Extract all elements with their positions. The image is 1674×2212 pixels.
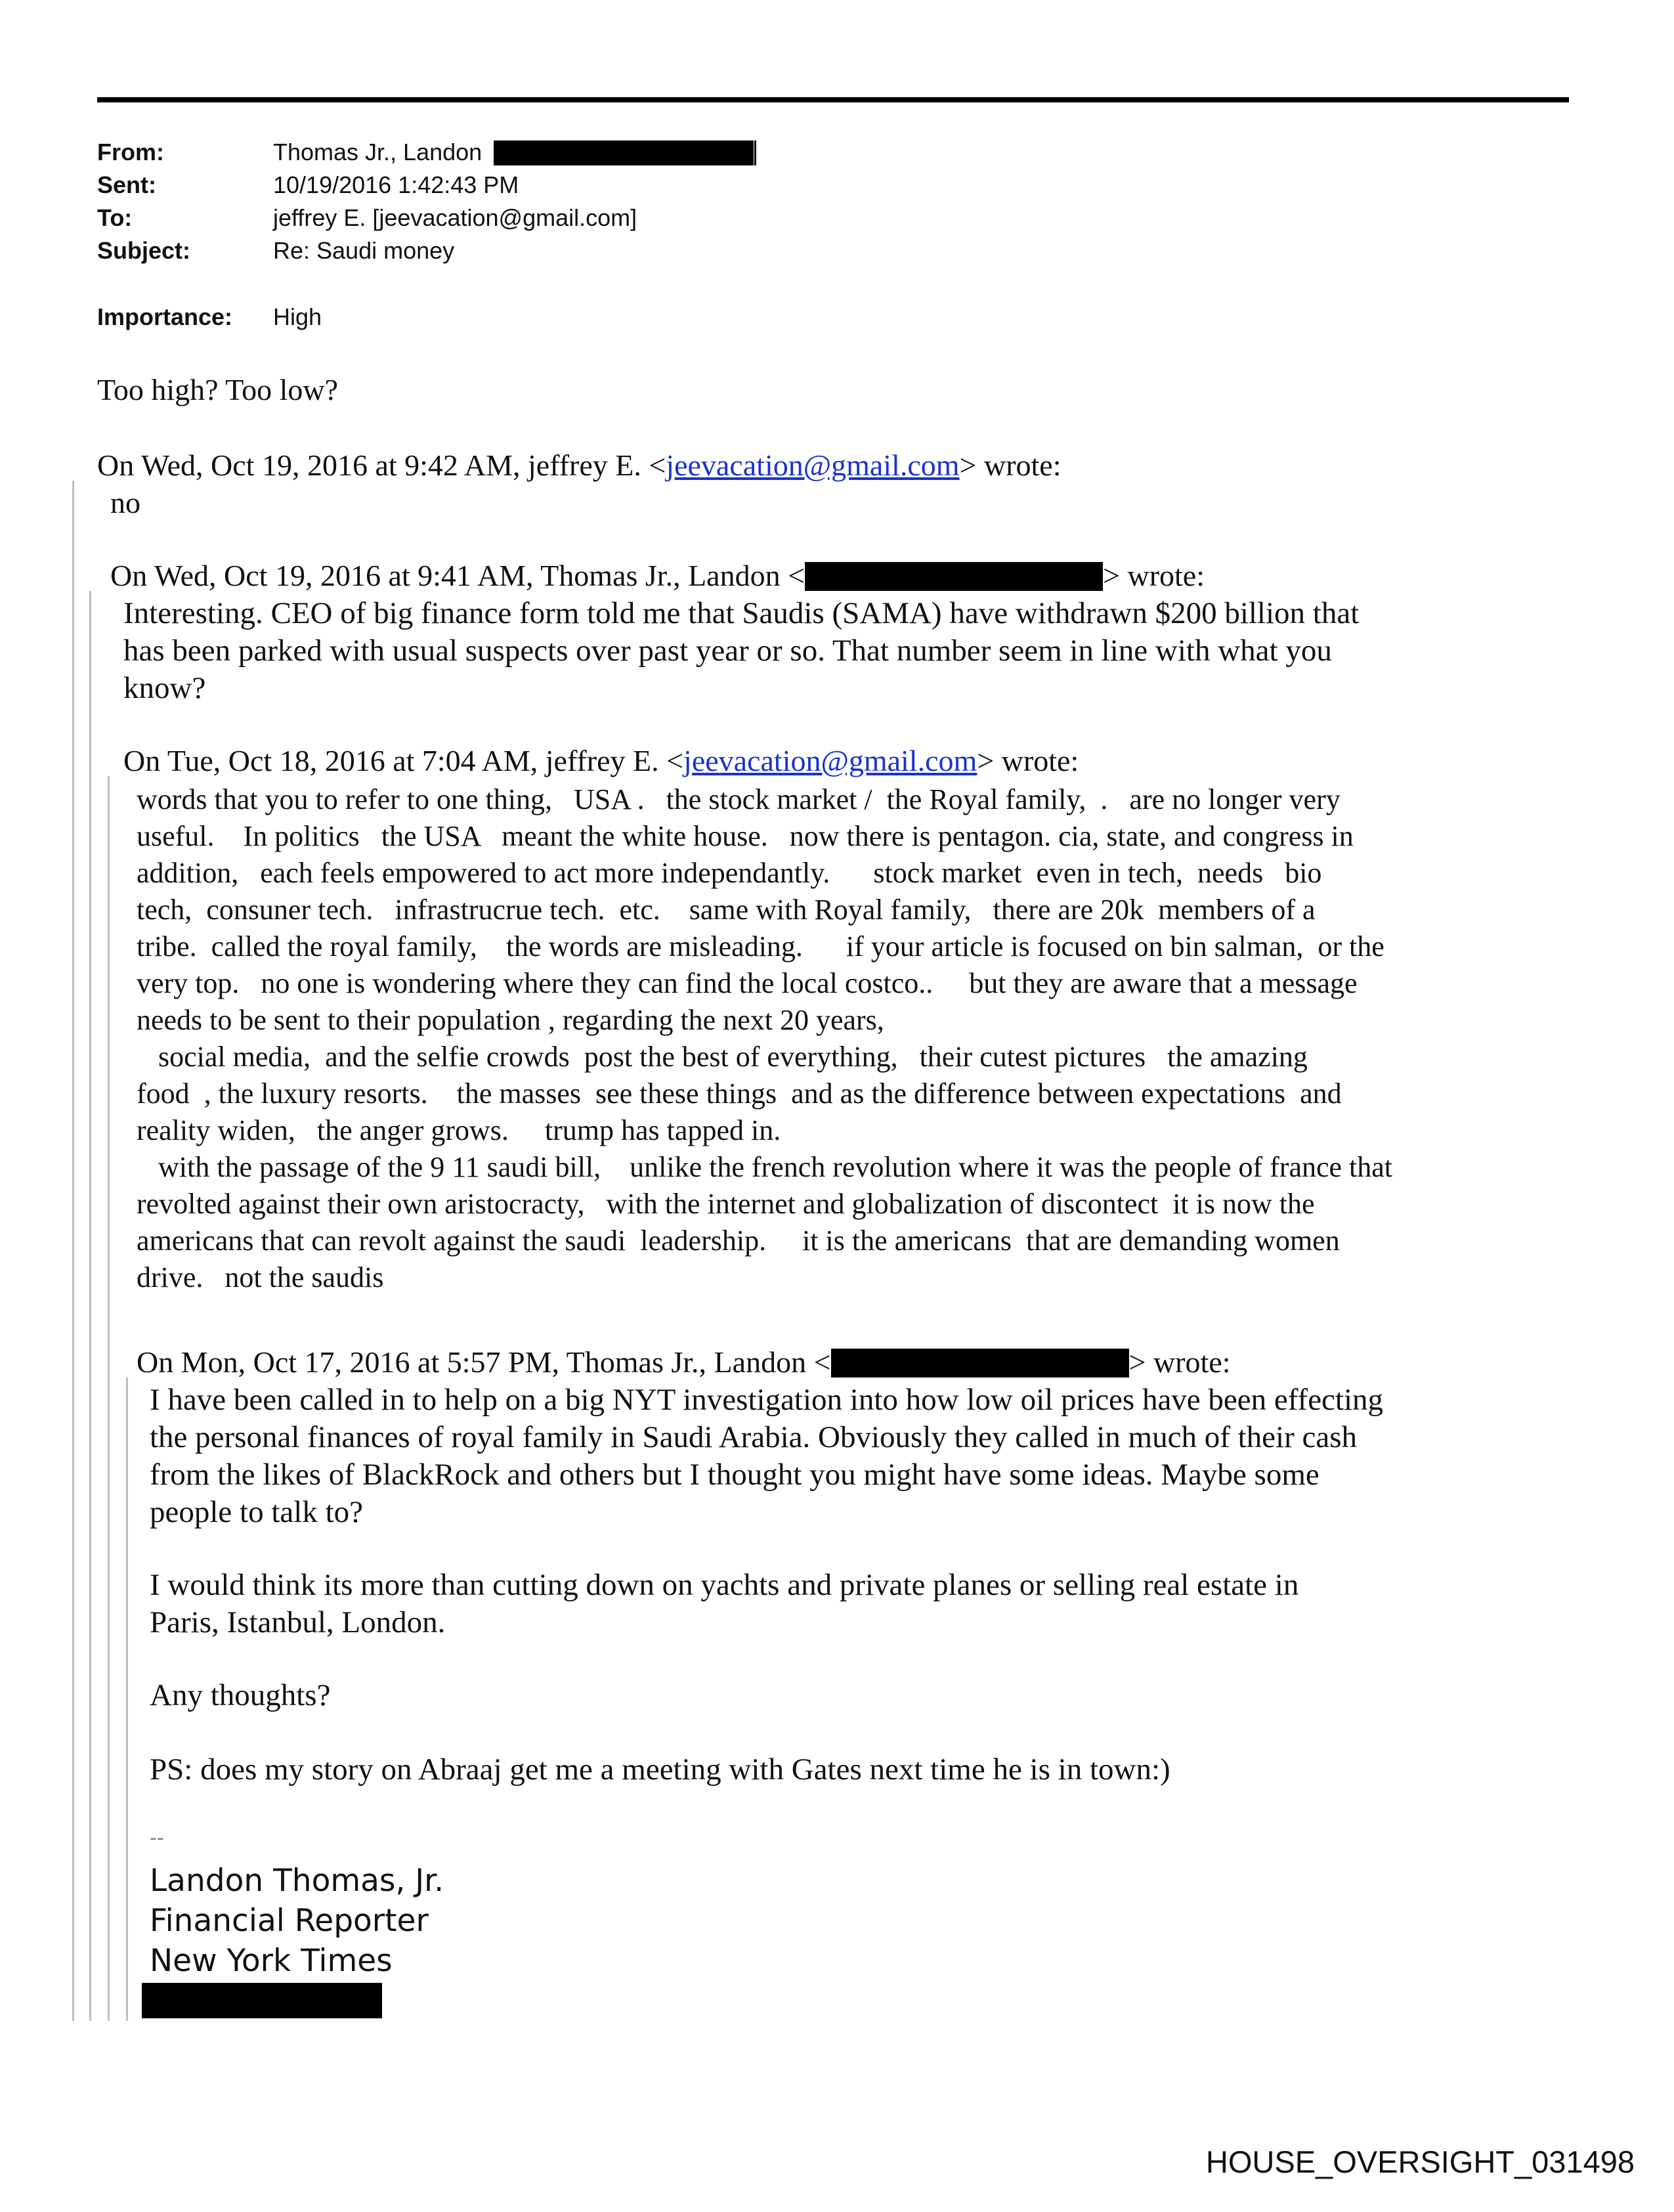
quote1-body: no: [110, 486, 140, 519]
quote4-line: the personal finances of royal family in Saudi Arabia. Obviously they called in much of their cash: [150, 1420, 1358, 1454]
quote3-line: drive. not the saudis: [137, 1261, 384, 1293]
quote2-body: [123, 595, 1359, 707]
quote3-line: tech, consuner tech. infrastrucrue tech. etc. same with Royal family, there are 20k members of a: [137, 894, 1316, 926]
quote3-line: reality widen, the anger grows. trump has tapped in.: [137, 1114, 781, 1146]
quote4-line: I would think its more than cutting down on yachts and private planes or selling real estate in: [150, 1568, 1299, 1602]
from-label: From:: [97, 139, 164, 165]
quote-bar-1: [72, 481, 74, 2021]
redaction-block: [142, 1983, 382, 2018]
quote3-line: americans that can revolt against the saudi leadership. it is the americans that are demanding women: [137, 1225, 1340, 1257]
quote4-line: I have been called in to help on a big NYT investigation into how low oil prices have been effecting: [150, 1383, 1384, 1417]
quote-bar-4: [126, 1377, 128, 2021]
bates-number: HOUSE_OVERSIGHT_031498: [1205, 2144, 1635, 2179]
redaction-block: [831, 1349, 1129, 1377]
reply-text: Too high? Too low?: [97, 373, 339, 406]
quote2-line: know?: [123, 671, 206, 705]
quote4-line: from the likes of BlackRock and others but I thought you might have some ideas. Maybe some: [150, 1458, 1320, 1492]
subject-value: Re: Saudi money: [273, 237, 455, 264]
email-link[interactable]: jeevacation@gmail.com: [683, 744, 977, 777]
quote4-header: On Mon, Oct 17, 2016 at 5:57 PM, Thomas Jr., Landon < > wrote:: [137, 1345, 1231, 1379]
importance-label: Importance:: [97, 303, 233, 330]
redaction-block: [805, 562, 1103, 591]
quote3-line: tribe. called the royal family, the words are misleading. if your article is focused on bin salman, or the: [137, 930, 1384, 963]
quote3-line: words that you to refer to one thing, USA . the stock market / the Royal family, . are no longer very: [137, 783, 1341, 815]
email-link[interactable]: jeevacation@gmail.com: [666, 448, 960, 482]
quote1-header: On Wed, Oct 19, 2016 at 9:42 AM, jeffrey E. <jeevacation@gmail.com> wrote:: [97, 448, 1062, 482]
quote2-header: On Wed, Oct 19, 2016 at 9:41 AM, Thomas Jr., Landon < > wrote:: [110, 559, 1205, 592]
to-label: To:: [97, 204, 133, 231]
header-rule: [97, 97, 1569, 102]
sent-label: Sent:: [97, 171, 156, 198]
signature-company: New York Times: [150, 1943, 393, 1979]
quote3-line: addition, each feels empowered to act more independantly. stock market even in tech, needs bio: [137, 857, 1322, 889]
to-value: jeffrey E. [jeevacation@gmail.com]: [273, 204, 637, 231]
quote3-line: social media, and the selfie crowds post the best of everything, their cutest pictures the amazing: [137, 1041, 1308, 1073]
subject-label: Subject:: [97, 237, 191, 264]
quote2-line: Interesting. CEO of big finance form told me that Saudis (SAMA) have withdrawn $200 billion that: [123, 596, 1360, 630]
redaction-bracket: [754, 141, 756, 165]
quote3-line: needs to be sent to their population , regarding the next 20 years,: [137, 1004, 884, 1036]
quote3-line: with the passage of the 9 11 saudi bill, unlike the french revolution where it was the people of france that: [137, 1151, 1393, 1183]
quote3-line: very top. no one is wondering where they can find the local costco.. but they are aware that a message: [137, 967, 1358, 999]
quote3-header: On Tue, Oct 18, 2016 at 7:04 AM, jeffrey E. <jeevacation@gmail.com> wrote:: [123, 744, 1079, 777]
quote4-para3: Any thoughts?: [150, 1678, 331, 1712]
importance-value: High: [273, 303, 322, 330]
signature-title: Financial Reporter: [150, 1903, 429, 1939]
quote3-line: revolted against their own aristocracty, with the internet and globalization of discontect it is now the: [137, 1188, 1315, 1220]
quote2-line: has been parked with usual suspects over past year or so. That number seem in line with what you: [123, 634, 1332, 668]
sent-value: 10/19/2016 1:42:43 PM: [273, 171, 519, 198]
signature: [150, 1861, 444, 1981]
quote4-para2: [150, 1567, 1298, 1641]
quote3-line: food , the luxury resorts. the masses see these things and as the difference between expectations and: [137, 1077, 1342, 1110]
quote3-body: [137, 781, 1392, 1296]
quote4-line: Paris, Istanbul, London.: [150, 1605, 446, 1639]
quote4-para4: PS: does my story on Abraaj get me a meeting with Gates next time he is in town:): [150, 1752, 1170, 1787]
quote-bar-3: [108, 776, 110, 2021]
quote4-line: people to talk to?: [150, 1495, 363, 1529]
signature-dash: --: [150, 1827, 164, 1850]
quote3-line: useful. In politics the USA meant the white house. now there is pentagon. cia, state, and congress in: [137, 820, 1354, 852]
redaction-block: [494, 141, 754, 165]
from-value: Thomas Jr., Landon: [273, 139, 483, 165]
quote-bar-2: [89, 591, 91, 2021]
signature-name: Landon Thomas, Jr.: [150, 1863, 444, 1899]
quote4-para1: [150, 1381, 1383, 1531]
